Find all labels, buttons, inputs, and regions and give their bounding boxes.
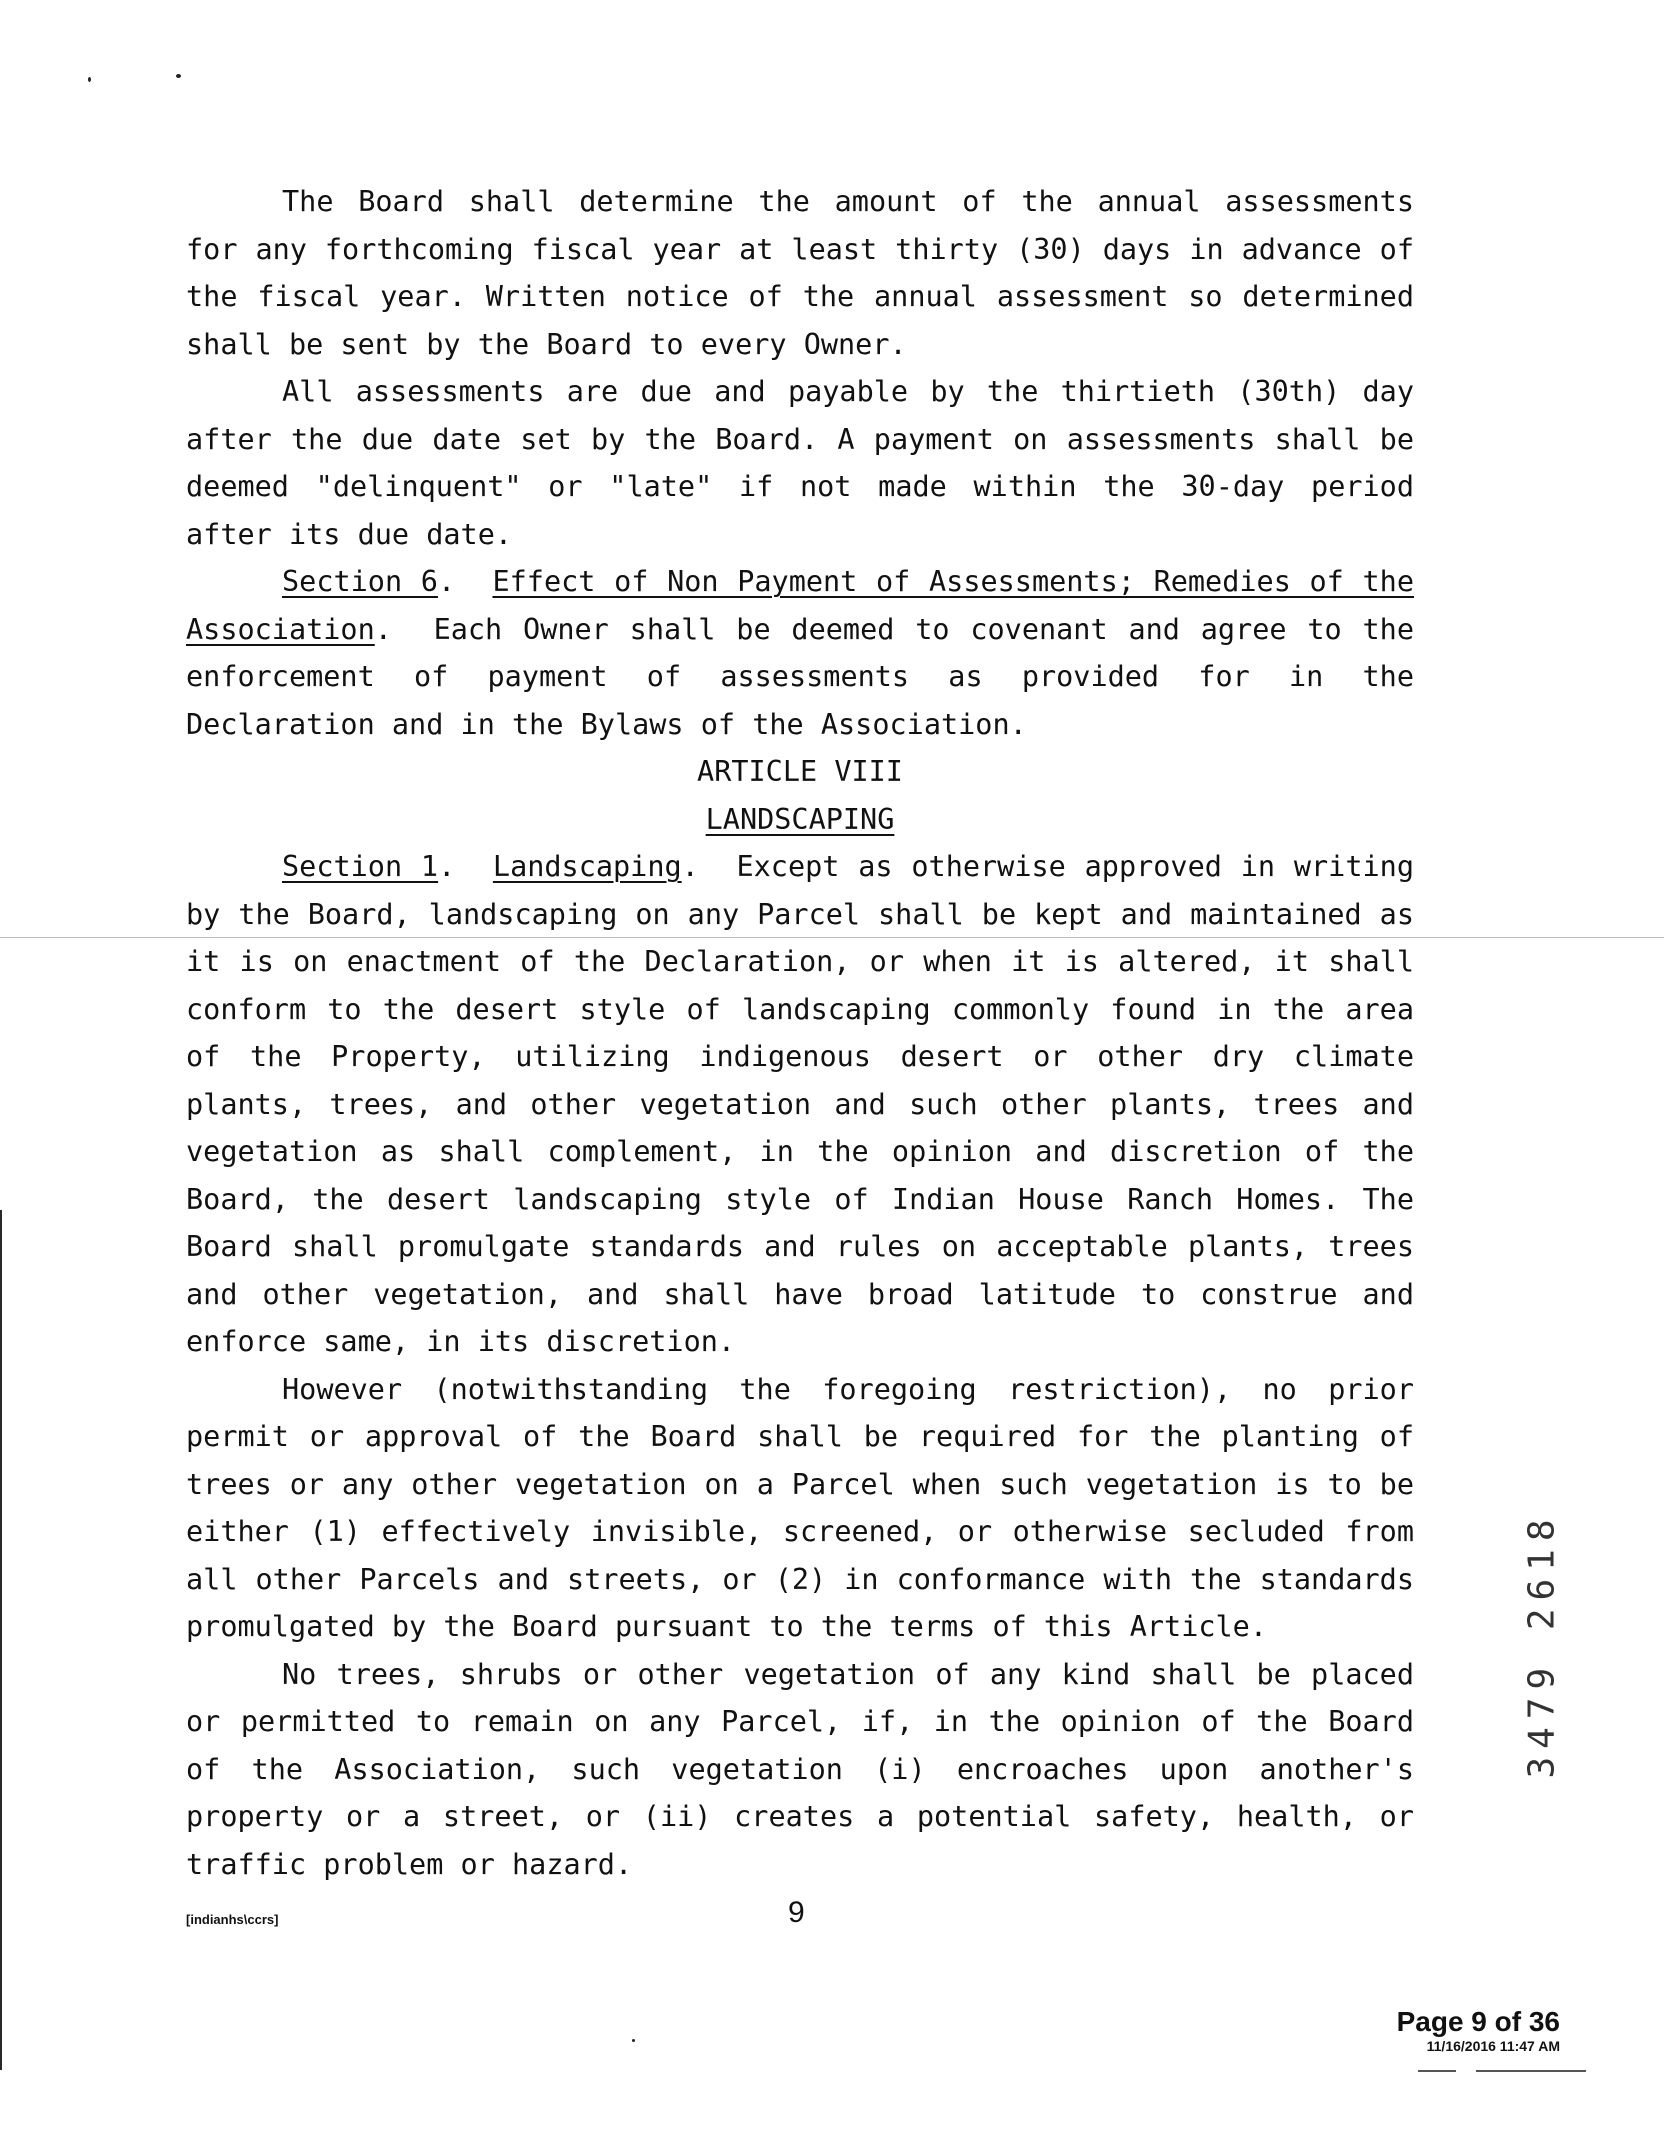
section-6-body: Association. Each Owner shall be deemed to covenant and agree to the enforcement of payment of assessments as provided for in the Declaration and in the Bylaws of the Association. [186, 612, 1414, 741]
stamp-underline [1476, 2070, 1586, 2072]
scan-speck [632, 2039, 635, 2042]
section-6-title: Effect of Non Payment of Assessments; Remedies of the [492, 565, 1414, 598]
section-6-label: Section 6 [282, 565, 438, 598]
stamp-datetime: 11/16/2016 11:47 AM [1426, 2038, 1560, 2054]
section-1-text: Except as otherwise approved in writing by the Board, landscaping on any Parcel shall be kept and maintained as it is on enactment of the Declaration, or when it is altered, it shall conform to the desert style of landscaping commonly found in the area of the Property, utilizing indigenous desert or other dry climate plants, trees, and other vegetation and such other plants, trees and vegetation as shall complement, in the opinion and discretion of the Board, the desert landscaping style of Indian House Ranch Homes. The Board shall promulgate standards and rules on acceptable plants, trees and other vegetation, and shall have broad latitude to construe and enforce same, in its discretion. [186, 850, 1414, 1358]
article-title [186, 796, 1414, 844]
section-1-landscaping: Section 1. Landscaping. Except as otherwise approved in writing by the Board, landscaping on any Parcel shall be kept and maintained as it is on enactment of the Declaration, or when it is altered, it shall conform to the desert style of landscaping commonly found in the area of the Property, utilizing indigenous desert or other dry climate plants, trees, and other vegetation and such other plants, trees and vegetation as shall complement, in the opinion and discretion of the Board, the desert landscaping style of Indian House Ranch Homes. The Board shall promulgate standards and rules on acceptable plants, trees and other vegetation, and shall have broad latitude to construe and enforce same, in its discretion. [186, 850, 1414, 1358]
paragraph-prior-permit: However (notwithstanding the foregoing restriction), no prior permit or approval of the Board shall be required for the planting of trees or any other vegetation on a Parcel when such vegetation is to be either (1) effectively invisible, screened, or otherwise secluded from all other Parcels and streets, or (2) in conformance with the standards promulgated by the Board pursuant to the terms of this Article. [186, 1372, 1414, 1643]
recording-number-text: 3479 2618 [1521, 1511, 1563, 1779]
section-1-title: Landscaping [492, 850, 682, 883]
paragraph-vegetation-restriction: No trees, shrubs or other vegetation of any kind shall be placed or permitted to remain on any Parcel, if, in the opinion of the Board of the Association, such vegetation (i) encroaches upon another's property or a street, or (ii) creates a potential safety, health, or traffic problem or hazard. [186, 1657, 1414, 1881]
scan-speck [176, 74, 181, 78]
scan-speck [88, 77, 91, 82]
paragraph-assessments-due: All assessments are due and payable by the thirtieth (30th) day after the due date set by the Board. A payment on assessments shall be deemed "delinquent" or "late" if not made within the 30-day period after its due date. [186, 375, 1414, 551]
document-body [186, 178, 1414, 1888]
footer-file-reference: [indianhs\ccrs] [186, 1912, 279, 1927]
recording-number-stamp [1520, 1480, 1564, 1810]
section-6-text: Each Owner shall be deemed to covenant and agree to the enforcement of payment of assessments as provided for in the Declaration and in the Bylaws of the Association. [186, 612, 1414, 741]
section-6-title-continued: Association [186, 612, 375, 646]
section-1-label: Section 1 [282, 850, 439, 883]
recording-page-stamp [1370, 2006, 1560, 2054]
paragraph-annual-assessments: The Board shall determine the amount of the annual assessments for any forthcoming fiscal year at least thirty (30) days in advance of the fiscal year. Written notice of the annual assessment so determined shall be sent by the Board to every Owner. [186, 185, 1414, 361]
scan-left-edge [0, 1210, 2, 2070]
page-number: 9 [788, 1896, 805, 1929]
article-number: ARTICLE VIII [697, 755, 903, 788]
stamp-page-count: Page 9 of 36 [1396, 2006, 1560, 2037]
stamp-underline [1418, 2070, 1456, 2072]
section-6-heading: Section 6. Effect of Non Payment of Assessments; Remedies of the [282, 565, 1414, 598]
article-title-text: LANDSCAPING [705, 802, 895, 836]
